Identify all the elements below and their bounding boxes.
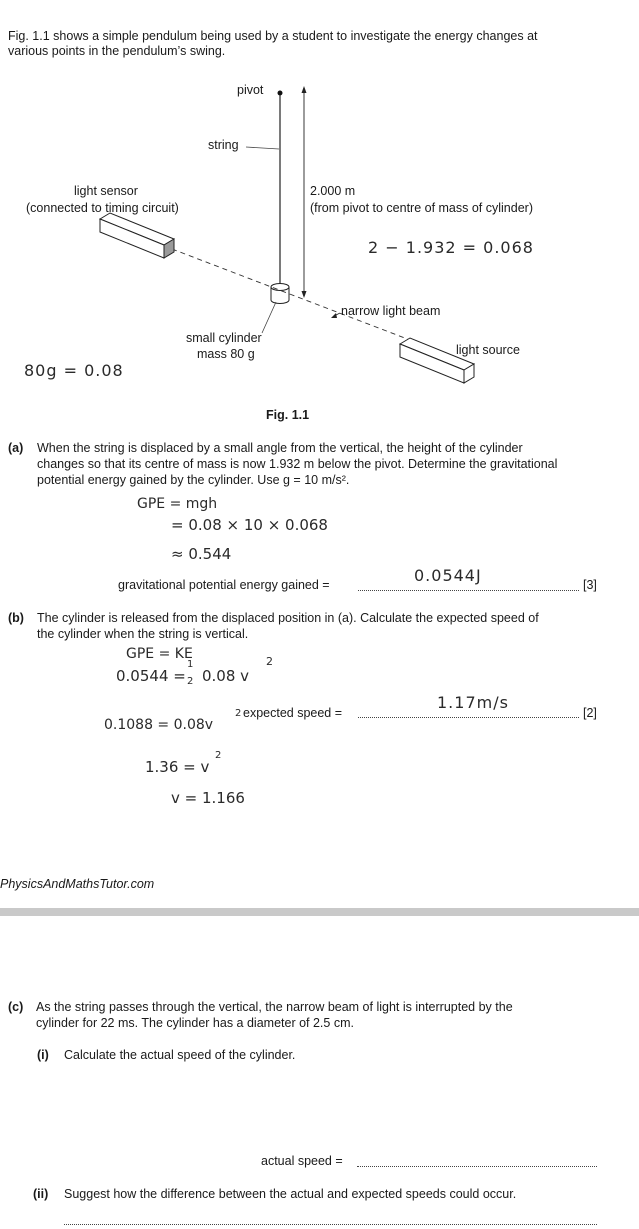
source-label: light source: [456, 343, 520, 357]
part-a-line-1: When the string is displaced by a small angle from the vertical, the height of the cylinder: [37, 441, 523, 455]
part-a-line-2: changes so that its centre of mass is now 1.932 m below the pivot. Determine the gravitational: [37, 457, 558, 471]
part-c-answer-prompt: actual speed =: [261, 1154, 343, 1168]
part-c-ii-answer-line[interactable]: [64, 1213, 597, 1225]
handwritten-ke-3-sup: 2: [235, 708, 242, 719]
part-b-line-1: The cylinder is released from the displaced position in (a). Calculate the expected speed of: [37, 611, 539, 625]
footer-watermark: PhysicsAndMathsTutor.com: [0, 877, 155, 891]
part-b-line-2: the cylinder when the string is vertical.: [37, 627, 249, 641]
part-c-i-label: (i): [37, 1048, 49, 1062]
part-a-answer-prompt: gravitational potential energy gained =: [118, 578, 330, 592]
handwritten-answer-b: 1.17m/s: [437, 693, 509, 712]
light-beam: [172, 249, 410, 340]
pivot-label: pivot: [237, 83, 264, 97]
handwritten-ke-3: 0.1088 = 0.08v: [104, 717, 214, 733]
beam-label: narrow light beam: [341, 304, 441, 318]
length-label-2: (from pivot to centre of mass of cylinder): [310, 201, 533, 215]
pivot-dot: [278, 91, 283, 96]
handwritten-ke-1: GPE = KE: [126, 646, 193, 662]
sensor-label-1: light sensor: [74, 184, 138, 198]
cylinder-label-2: mass 80 g: [197, 347, 255, 361]
part-b-answer-prompt: expected speed =: [243, 706, 343, 720]
part-c-i-text: Calculate the actual speed of the cylinder.: [64, 1048, 296, 1062]
part-c-line-2: cylinder for 22 ms. The cylinder has a diameter of 2.5 cm.: [36, 1016, 354, 1030]
cylinder: [271, 284, 289, 304]
handwritten-ke-2a: 0.0544 =: [116, 667, 186, 685]
length-label-1: 2.000 m: [310, 184, 356, 198]
part-a-line-3: potential energy gained by the cylinder. Use g = 10 m/s².: [37, 473, 350, 487]
sensor-label-2: (connected to timing circuit): [26, 201, 179, 215]
part-c-line-1: As the string passes through the vertical, the narrow beam of light is interrupted by the: [36, 1000, 513, 1014]
handwritten-fraction-num: 1: [187, 659, 194, 670]
handwritten-mass-conversion: 80g = 0.08: [24, 361, 124, 380]
part-c-ii-text: Suggest how the difference between the actual and expected speeds could occur.: [64, 1187, 517, 1201]
page-separator: [0, 908, 639, 916]
part-b-label: (b): [8, 611, 24, 625]
length-arrow-bottom: [302, 291, 307, 298]
part-c-answer-line[interactable]: [357, 1155, 597, 1167]
cylinder-label-1: small cylinder: [186, 331, 262, 345]
beam-arrow: [331, 313, 337, 318]
handwritten-ke-5: v = 1.166: [171, 789, 245, 807]
part-b-marks: [2]: [583, 706, 597, 720]
part-a-marks: [3]: [583, 578, 597, 592]
figure-caption: Fig. 1.1: [266, 408, 310, 422]
string-leader: [246, 147, 279, 149]
part-c-label: (c): [8, 1000, 24, 1014]
length-arrow-top: [302, 86, 307, 93]
handwritten-ke-2b: 0.08 v: [202, 667, 250, 685]
handwritten-ke-2-sup: 2: [266, 655, 273, 668]
handwritten-fraction-den: 2: [187, 676, 194, 687]
handwritten-answer-a: 0.0544J: [414, 566, 482, 585]
handwritten-gpe-1: GPE = mgh: [137, 496, 218, 512]
handwritten-ke-4-sup: 2: [215, 750, 222, 761]
handwritten-height-calc: 2 − 1.932 = 0.068: [368, 238, 534, 257]
handwritten-ke-4: 1.36 = v: [145, 758, 210, 776]
part-c-ii-label: (ii): [33, 1187, 49, 1201]
light-sensor-box: [100, 213, 174, 258]
intro-line-2: various points in the pendulum’s swing.: [8, 44, 226, 58]
handwritten-gpe-2: = 0.08 × 10 × 0.068: [171, 516, 328, 534]
intro-line-1: Fig. 1.1 shows a simple pendulum being used by a student to investigate the energy changes at: [8, 29, 538, 43]
part-a-label: (a): [8, 441, 24, 455]
handwritten-gpe-3: ≈ 0.544: [171, 545, 232, 563]
string-label: string: [208, 138, 239, 152]
